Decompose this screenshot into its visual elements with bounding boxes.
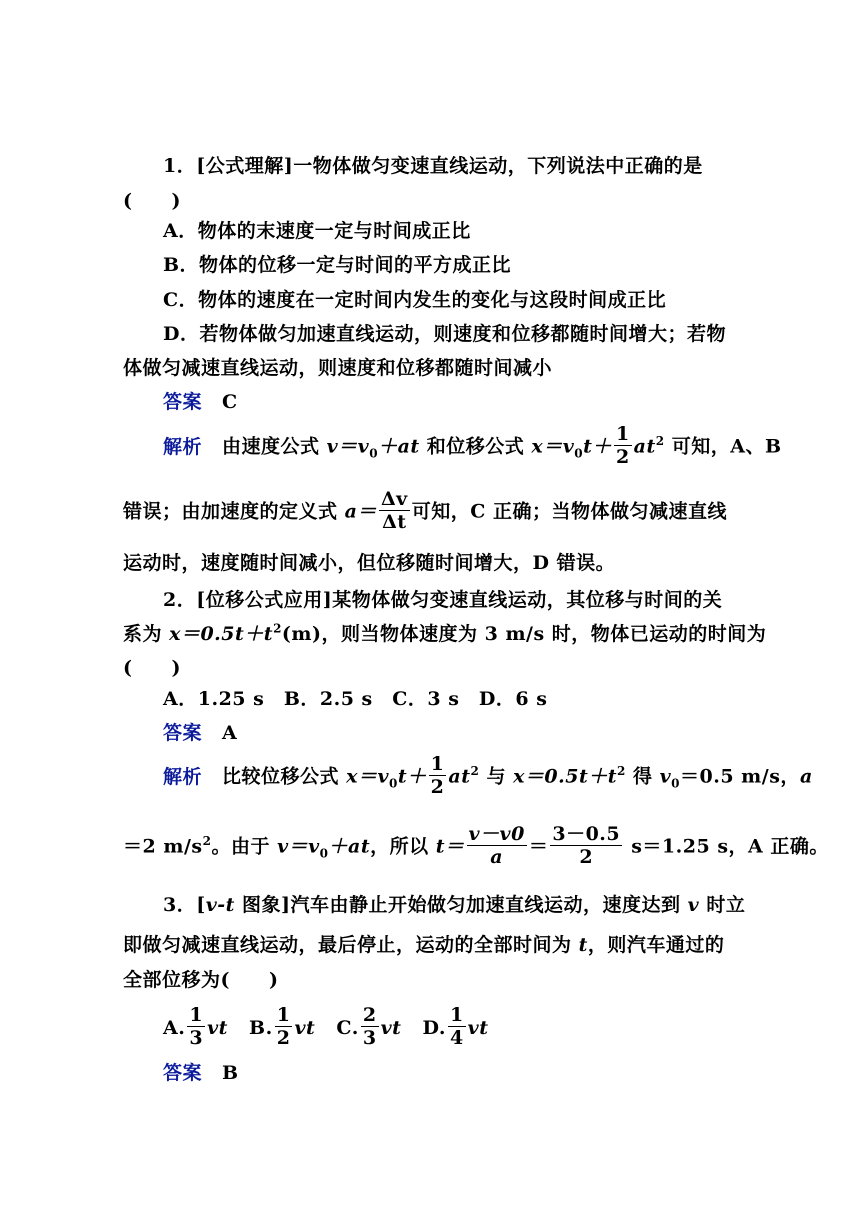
answer-value: C xyxy=(222,391,238,413)
formula: t＋ xyxy=(583,435,612,458)
formula: ＋at xyxy=(378,435,420,458)
q2-analysis-line2 xyxy=(123,825,829,870)
q3-stem-line1 xyxy=(163,890,745,917)
text: (m)，则当物体速度为 3 m/s 时，物体已运动的时间为 xyxy=(281,623,767,645)
formula: vt xyxy=(380,1016,402,1039)
denominator: 2 xyxy=(579,846,594,868)
q3-answer xyxy=(163,1058,239,1085)
superscript: 2 xyxy=(655,434,665,449)
analysis-label: 解析 xyxy=(163,435,203,458)
text: 可知，C 正确；当物体做匀减速直线 xyxy=(411,500,727,523)
q3-options xyxy=(163,1006,489,1051)
subscript: 0 xyxy=(319,846,329,861)
text: 系为 xyxy=(123,623,170,645)
option-label: B. xyxy=(249,1016,273,1039)
subscript: 0 xyxy=(671,776,681,791)
q1-analysis-line2 xyxy=(123,490,727,535)
denominator: Δt xyxy=(382,511,407,533)
text: s＝1.25 s，A 正确。 xyxy=(624,835,829,858)
denominator: a xyxy=(490,846,504,868)
numerator: 2 xyxy=(362,1004,377,1026)
q3-stem-line2 xyxy=(123,930,724,957)
option-a xyxy=(163,1004,228,1049)
text: ，则汽车通过的 xyxy=(587,934,725,956)
denominator: 4 xyxy=(449,1027,464,1049)
formula: vt xyxy=(207,1016,228,1039)
option-d xyxy=(422,1004,489,1049)
fraction-dv-dt xyxy=(379,488,410,533)
formula: x＝0.5t＋t xyxy=(513,765,618,788)
formula: t＋ xyxy=(397,765,427,788)
numerator: 1 xyxy=(189,1004,204,1026)
subscript: 0 xyxy=(389,776,398,791)
text: 时立 xyxy=(699,894,746,916)
q1-analysis-line1 xyxy=(163,425,782,470)
formula: t xyxy=(578,934,588,956)
text: ，所以 xyxy=(370,835,436,858)
q2-stem-line3: ( ) xyxy=(123,657,181,679)
q1-stem-line2: ( ) xyxy=(123,190,181,212)
numerator: Δv xyxy=(380,488,408,510)
denominator: 2 xyxy=(276,1027,291,1049)
q3-stem-line3: 全部位移为( ) xyxy=(123,969,279,991)
text: 和位移公式 xyxy=(419,435,532,458)
formula: a xyxy=(799,765,813,788)
superscript: 2 xyxy=(617,764,626,779)
text: 错误；由加速度的定义式 xyxy=(123,500,345,523)
superscript: 2 xyxy=(202,834,212,849)
option-label: C. xyxy=(336,1016,359,1039)
q2-stem-line2 xyxy=(123,619,766,646)
q1-option-d-line1: D．若物体做匀加速直线运动，则速度和位移都随时间增大；若物 xyxy=(163,323,726,345)
text: 由速度公式 xyxy=(222,435,327,458)
answer-label: 答案 xyxy=(163,1062,203,1084)
formula: v xyxy=(659,765,672,788)
text: 可知，A、B xyxy=(664,435,782,458)
denominator: 2 xyxy=(430,776,445,798)
formula: v xyxy=(687,894,700,916)
q1-stem-line1: 1．[公式理解]一物体做匀变速直线运动，下列说法中正确的是 xyxy=(163,155,703,177)
fraction-numeric xyxy=(550,823,622,868)
formula: t＝ xyxy=(435,835,465,858)
formula: at xyxy=(448,765,471,788)
text: 比较位移公式 xyxy=(222,765,347,788)
option-label: A. xyxy=(163,1016,186,1039)
q2-analysis-line1 xyxy=(163,755,813,800)
q1-analysis-line3: 运动时，速度随时间减小，但位移随时间增大，D 错误。 xyxy=(123,552,616,574)
q1-option-b: B．物体的位移一定与时间的平方成正比 xyxy=(163,254,512,276)
text: 3．[ xyxy=(163,894,206,916)
numerator: 1 xyxy=(276,1004,291,1026)
formula: v＝v xyxy=(326,435,370,458)
q1-option-d-line2: 体做匀减速直线运动，则速度和位移都随时间减小 xyxy=(123,357,553,379)
q1-answer xyxy=(163,387,238,414)
q2-stem-line1: 2．[位移公式应用]某物体做匀变速直线运动，其位移与时间的关 xyxy=(163,589,723,611)
denominator: 2 xyxy=(615,446,630,468)
formula: x＝v xyxy=(346,765,390,788)
q1-option-c: C．物体的速度在一定时间内发生的变化与这段时间成正比 xyxy=(163,289,667,311)
fraction-half xyxy=(429,753,447,798)
formula: ＋at xyxy=(328,835,371,858)
text: ＝2 m/s xyxy=(123,835,203,858)
q1-option-a: A．物体的末速度一定与时间成正比 xyxy=(163,220,471,242)
formula: v-t xyxy=(205,894,235,916)
numerator: 1 xyxy=(449,1004,464,1026)
formula: at xyxy=(633,435,656,458)
formula: vt xyxy=(467,1016,489,1039)
formula: x＝v xyxy=(531,435,575,458)
superscript: 2 xyxy=(470,764,480,779)
analysis-label: 解析 xyxy=(163,765,203,788)
fraction xyxy=(275,1004,293,1049)
fraction xyxy=(448,1004,466,1049)
text: 即做匀减速直线运动，最后停止，运动的全部时间为 xyxy=(123,934,579,956)
fraction xyxy=(361,1004,379,1049)
option-b xyxy=(249,1004,316,1049)
text: ＝ xyxy=(528,835,549,858)
text: 。由于 xyxy=(211,835,278,858)
text: 与 xyxy=(479,765,514,788)
text: 图象]汽车由静止开始做匀加速直线运动，速度达到 xyxy=(234,894,688,916)
numerator: 3－0.5 xyxy=(552,823,621,845)
formula: a＝ xyxy=(344,500,377,523)
denominator: 3 xyxy=(362,1027,377,1049)
text: ＝0.5 m/s， xyxy=(680,765,800,788)
option-label: D. xyxy=(422,1016,446,1039)
formula: v＝v xyxy=(277,835,320,858)
answer-value: A xyxy=(222,722,238,744)
fraction-half xyxy=(614,423,632,468)
formula: vt xyxy=(294,1016,316,1039)
formula: x＝0.5t＋t xyxy=(169,623,274,645)
subscript: 0 xyxy=(574,446,584,461)
fraction xyxy=(187,1004,205,1049)
q2-answer xyxy=(163,718,237,745)
option-c xyxy=(336,1004,402,1049)
superscript: 2 xyxy=(273,621,282,636)
fraction-t xyxy=(467,823,527,868)
text: 得 xyxy=(625,765,660,788)
answer-value: B xyxy=(222,1062,239,1084)
denominator: 3 xyxy=(189,1027,204,1049)
answer-label: 答案 xyxy=(163,722,203,744)
numerator: 1 xyxy=(615,423,630,445)
subscript: 0 xyxy=(369,446,379,461)
numerator: v－v0 xyxy=(468,823,525,845)
numerator: 1 xyxy=(430,753,445,775)
q2-options: A．1.25 s B．2.5 s C．3 s D．6 s xyxy=(163,688,548,710)
answer-label: 答案 xyxy=(163,391,203,413)
